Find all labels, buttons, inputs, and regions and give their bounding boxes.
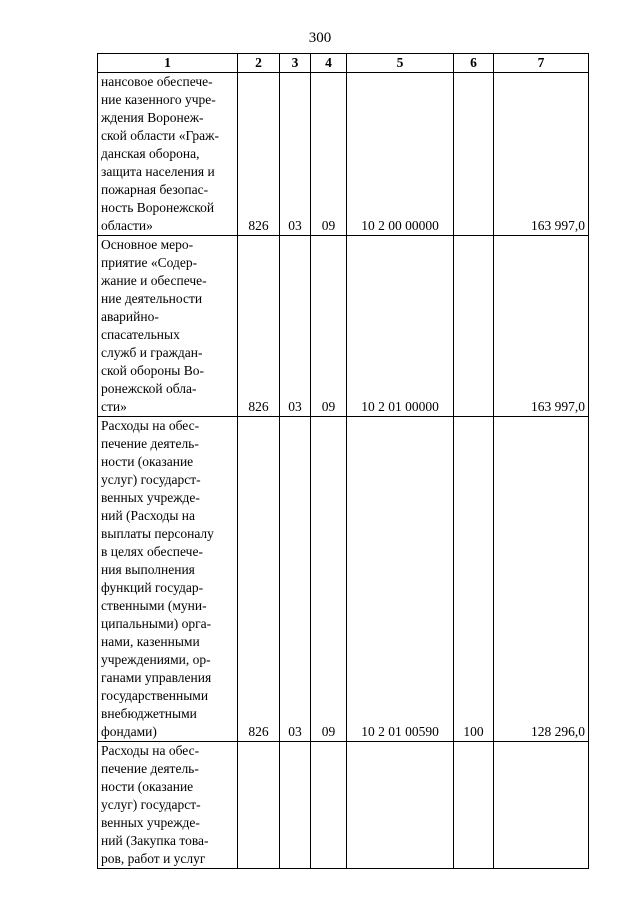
budget-table (97, 53, 589, 869)
row-amount: 163 997,0 (494, 73, 589, 236)
row-expense-type (454, 236, 494, 417)
header-col-4: 4 (311, 54, 347, 73)
row-subsection: 09 (311, 73, 347, 236)
row-expense-type (454, 73, 494, 236)
header-col-7: 7 (494, 54, 589, 73)
row-amount: 163 997,0 (494, 236, 589, 417)
row-target-article: 10 2 01 00000 (347, 236, 454, 417)
table-row (98, 417, 589, 742)
row-expense-type (454, 742, 494, 869)
row-amount (494, 742, 589, 869)
table-row (98, 742, 589, 869)
row-grbs: 826 (238, 236, 280, 417)
row-expense-type: 100 (454, 417, 494, 742)
row-subsection (311, 742, 347, 869)
row-name: Расходы на обес- печение деятель- ности (оказание услуг) государст- венных учрежде- ний (Расходы на выплаты персоналу в целях обеспече- ния выполнения функций государ- ственными (муни- ципальными) орга- нами, казенными учреждениями, ор- ганами управления государственными внебюджетными фондами) (98, 417, 238, 742)
table-row (98, 236, 589, 417)
row-subsection: 09 (311, 236, 347, 417)
row-grbs: 826 (238, 417, 280, 742)
row-grbs (238, 742, 280, 869)
row-amount: 128 296,0 (494, 417, 589, 742)
row-name: Расходы на обес- печение деятель- ности (оказание услуг) государст- венных учрежде- ний (Закупка това- ров, работ и услуг (98, 742, 238, 869)
row-name: нансовое обеспече- ние казенного учре- ждения Воронеж- ской области «Граж- данская оборона, защита населения и пожарная безопас- ность Воронежской области» (98, 73, 238, 236)
row-target-article: 10 2 00 00000 (347, 73, 454, 236)
header-col-2: 2 (238, 54, 280, 73)
row-section: 03 (280, 236, 311, 417)
header-col-6: 6 (454, 54, 494, 73)
row-section: 03 (280, 417, 311, 742)
row-grbs: 826 (238, 73, 280, 236)
table-header-row (98, 54, 589, 73)
header-col-1: 1 (98, 54, 238, 73)
row-subsection: 09 (311, 417, 347, 742)
page-number: 300 (308, 30, 332, 46)
row-name: Основное меро- приятие «Содер- жание и обеспече- ние деятельности аварийно- спасательных служб и граждан- ской обороны Во- ронежской обла- сти» (98, 236, 238, 417)
table-row (98, 73, 589, 236)
row-target-article: 10 2 01 00590 (347, 417, 454, 742)
row-section: 03 (280, 73, 311, 236)
header-col-5: 5 (347, 54, 454, 73)
header-col-3: 3 (280, 54, 311, 73)
row-section (280, 742, 311, 869)
row-target-article (347, 742, 454, 869)
